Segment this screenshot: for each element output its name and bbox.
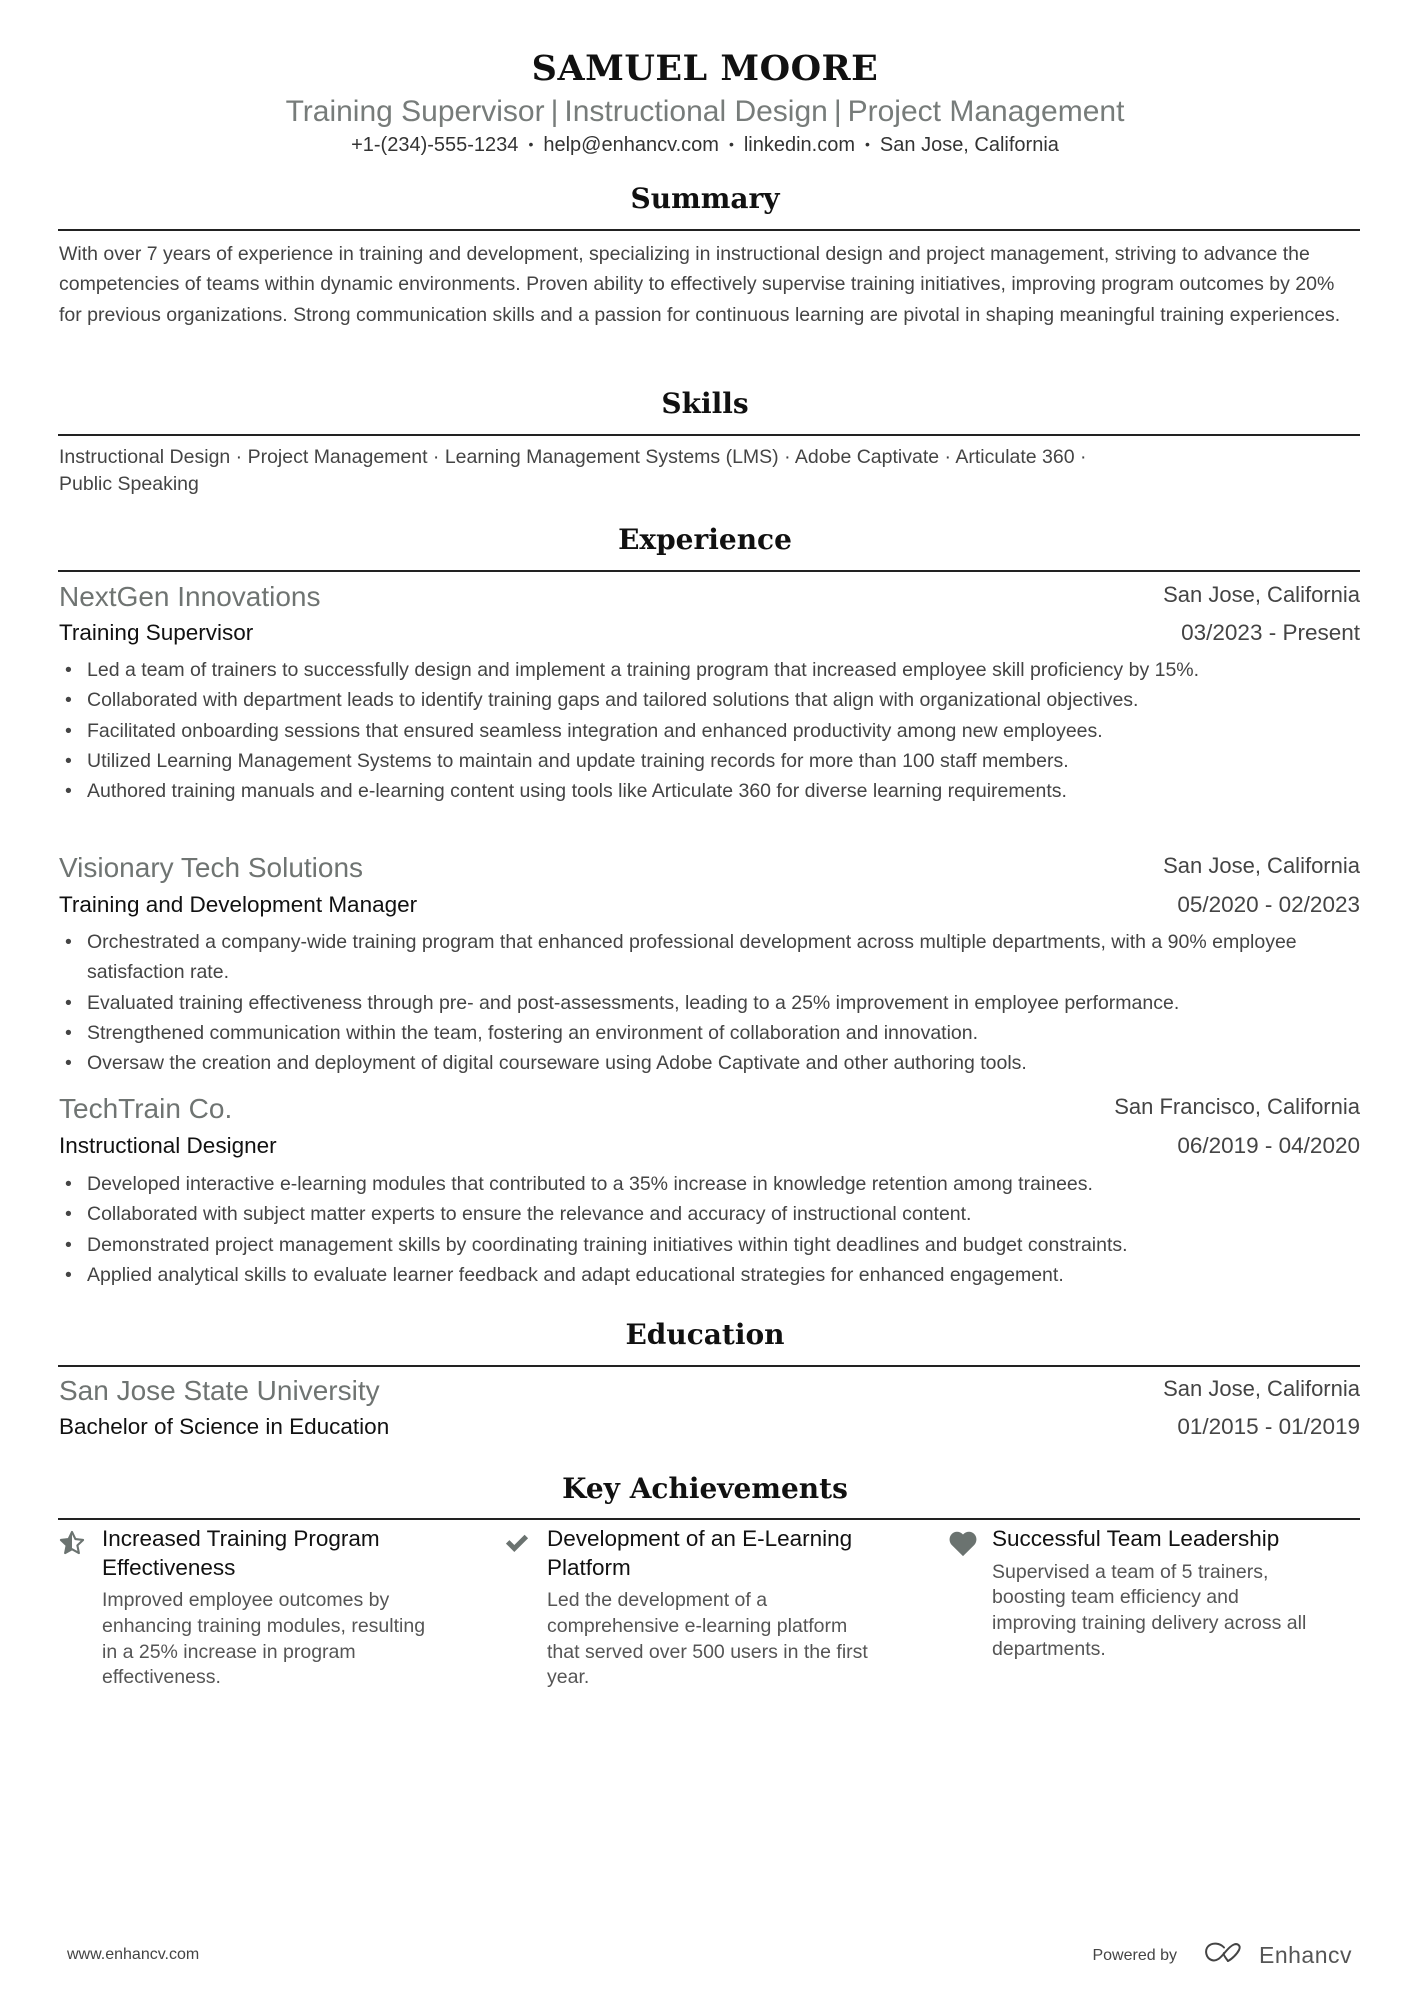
section-divider bbox=[58, 1518, 1360, 1520]
job-location: San Jose, California bbox=[1163, 582, 1360, 607]
bullet-item: • Developed interactive e-learning modules that contributed to a 35% increase in knowledge retention among trainees. bbox=[59, 1169, 1359, 1199]
job-dates: 05/2020 - 02/2023 bbox=[1177, 892, 1360, 917]
job-bullets bbox=[59, 1169, 1359, 1290]
section-title-summary: Summary bbox=[630, 182, 780, 215]
star-half-icon bbox=[58, 1529, 86, 1557]
bullet-item: • Collaborated with department leads to identify training gaps and tailored solutions that align with organizational objectives. bbox=[59, 685, 1359, 715]
degree: Bachelor of Science in Education bbox=[59, 1414, 390, 1439]
summary-text: With over 7 years of experience in training and development, specializing in instructional design and project management, striving to advance the competencies of teams within dynamic environments. Proven ability to effectively supervise training initiatives, improving program outcomes by 20% for previous organizations. Strong communication skills and a passion for continuous learning are pivotal in shaping meaningful training experiences. bbox=[59, 243, 1341, 326]
achievement-title: Successful Team Leadership bbox=[992, 1526, 1280, 1551]
section-title-education: Education bbox=[625, 1318, 785, 1351]
phone[interactable]: +1-(234)-555-1234 bbox=[351, 134, 519, 156]
job-bullets bbox=[59, 655, 1359, 806]
headline-part: Project Management bbox=[847, 95, 1125, 128]
candidate-name: SAMUEL MOORE bbox=[531, 48, 879, 89]
bullet-item: • Oversaw the creation and deployment of digital courseware using Adobe Captivate and other authoring tools. bbox=[59, 1048, 1359, 1078]
bullet-item: • Demonstrated project management skills by coordinating training initiatives within tight deadlines and budget constraints. bbox=[59, 1230, 1359, 1260]
section-divider bbox=[58, 434, 1360, 436]
headline-part: Instructional Design bbox=[564, 95, 828, 128]
skills-line: Public Speaking bbox=[59, 473, 199, 495]
job-title: Instructional Designer bbox=[59, 1133, 277, 1158]
bullet-item: • Evaluated training effectiveness through pre- and post-assessments, leading to a 25% improvement in employee performance. bbox=[59, 988, 1359, 1018]
job-title: Training and Development Manager bbox=[59, 892, 418, 917]
email-link[interactable]: help@enhancv.com bbox=[543, 134, 719, 156]
company-name: Visionary Tech Solutions bbox=[59, 852, 364, 883]
job-dates: 03/2023 - Present bbox=[1181, 620, 1360, 645]
skills-line: Instructional Design · Project Management · Learning Management Systems (LMS) · Adobe Captivate · Articulate 360 · bbox=[59, 446, 1087, 468]
job-location: San Jose, California bbox=[1163, 853, 1360, 878]
contact-separator: • bbox=[865, 136, 870, 152]
powered-by-label: Powered by bbox=[1092, 1946, 1177, 1964]
headline-part: Training Supervisor bbox=[285, 95, 545, 128]
checkmark-icon bbox=[503, 1529, 531, 1557]
section-divider bbox=[58, 570, 1360, 572]
bullet-item: • Applied analytical skills to evaluate learner feedback and adapt educational strategies for enhanced engagement. bbox=[59, 1260, 1359, 1290]
achievement-item bbox=[948, 1525, 1318, 1663]
job-bullets bbox=[59, 927, 1359, 1078]
section-title-experience: Experience bbox=[618, 523, 792, 556]
bullet-item: • Collaborated with subject matter experts to ensure the relevance and accuracy of instructional content. bbox=[59, 1199, 1359, 1229]
section-title-skills: Skills bbox=[661, 387, 749, 420]
bullet-item: • Authored training manuals and e-learning content using tools like Articulate 360 for diverse learning requirements. bbox=[59, 776, 1359, 806]
achievement-description: Improved employee outcomes by enhancing training modules, resulting in a 25% increase in program effectiveness. bbox=[102, 1589, 426, 1689]
heart-icon bbox=[948, 1529, 976, 1557]
job-dates: 06/2019 - 04/2020 bbox=[1177, 1133, 1360, 1158]
section-title-key-achievements: Key Achievements bbox=[562, 1472, 848, 1505]
enhancv-logo-icon bbox=[1203, 1940, 1249, 1971]
contact-separator: • bbox=[728, 136, 734, 152]
bullet-item: • Orchestrated a company-wide training program that enhanced professional development across multiple departments, with a 90% employee satisfaction rate. bbox=[59, 927, 1359, 988]
skills-list bbox=[59, 444, 1359, 498]
achievement-title: Increased Training Program Effectiveness bbox=[102, 1526, 380, 1580]
job-title: Training Supervisor bbox=[59, 620, 254, 645]
achievement-description: Supervised a team of 5 trainers, boosting team efficiency and improving training delivery across all departments. bbox=[992, 1560, 1307, 1660]
school-location: San Jose, California bbox=[1163, 1376, 1360, 1401]
headline-separator: | bbox=[550, 95, 559, 128]
section-divider bbox=[58, 229, 1360, 231]
achievement-item bbox=[503, 1525, 873, 1691]
education-dates: 01/2015 - 01/2019 bbox=[1177, 1414, 1360, 1439]
headline bbox=[0, 95, 1410, 129]
bullet-item: • Strengthened communication within the team, fostering an environment of collaboration and innovation. bbox=[59, 1018, 1359, 1048]
achievement-item bbox=[58, 1525, 428, 1691]
achievement-title: Development of an E-Learning Platform bbox=[547, 1526, 853, 1580]
brand-name: Enhancv bbox=[1258, 1942, 1352, 1968]
job-location: San Francisco, California bbox=[1114, 1094, 1360, 1119]
linkedin-link[interactable]: linkedin.com bbox=[743, 134, 856, 156]
contact-separator: • bbox=[528, 136, 534, 152]
achievement-description: Led the development of a comprehensive e-learning platform that served over 500 users in the first year. bbox=[547, 1589, 868, 1689]
school-name: San Jose State University bbox=[59, 1375, 380, 1406]
location: San Jose, California bbox=[879, 134, 1059, 156]
section-divider bbox=[58, 1365, 1360, 1367]
bullet-item: • Led a team of trainers to successfully design and implement a training program that increased employee skill proficiency by 15%. bbox=[59, 655, 1359, 685]
bullet-item: • Facilitated onboarding sessions that ensured seamless integration and enhanced productivity among new employees. bbox=[59, 716, 1359, 746]
company-name: NextGen Innovations bbox=[59, 581, 321, 612]
bullet-item: • Utilized Learning Management Systems to maintain and update training records for more than 100 staff members. bbox=[59, 746, 1359, 776]
headline-separator: | bbox=[833, 95, 842, 128]
powered-by[interactable] bbox=[1092, 1940, 1352, 1971]
contact-info bbox=[0, 134, 1410, 157]
footer-website-link[interactable]: www.enhancv.com bbox=[67, 1946, 200, 1963]
company-name: TechTrain Co. bbox=[59, 1093, 233, 1124]
